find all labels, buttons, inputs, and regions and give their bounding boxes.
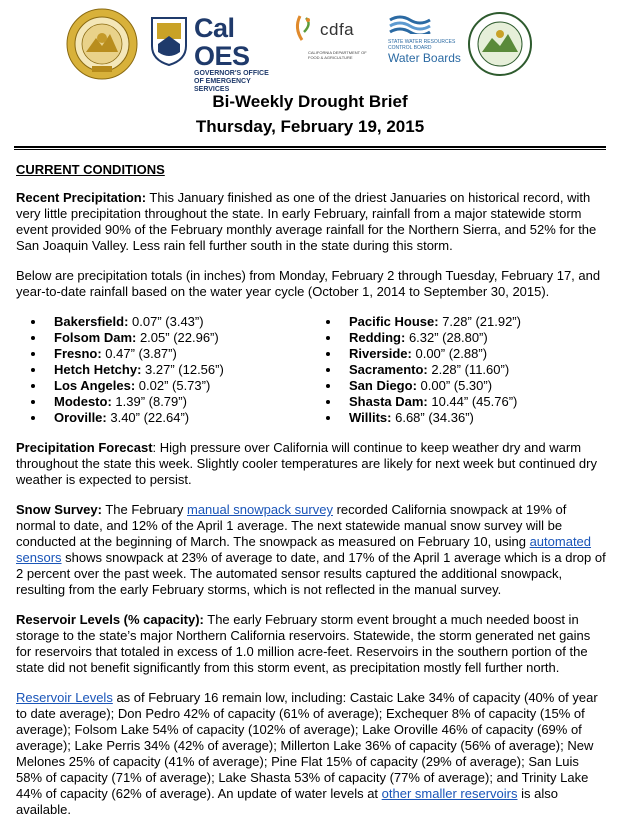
forecast-text: : High pressure over California will continue to keep weather dry and warm throughout the state this week. Slightly cooler temperatures are likely for next week but continued dry weather is expected to persist.	[16, 440, 597, 487]
station-name: Fresno:	[54, 346, 102, 361]
station-value: 6.68” (34.36”)	[391, 410, 474, 425]
reservoir-levels-link[interactable]: Reservoir Levels	[16, 690, 113, 705]
station-value: 2.05” (22.96”)	[136, 330, 219, 345]
reservoir-levels-paragraph	[16, 690, 606, 818]
cdfa-logo	[290, 14, 378, 70]
station-name: Shasta Dam:	[349, 394, 428, 409]
station-name: Oroville:	[54, 410, 107, 425]
snow-text-2: recorded California snowpack at 19% of normal to date, and 12% of the April 1 average. The next statewide manual snow survey will be conducted at the beginning of March. The snowpack as measured on February 10, using	[16, 502, 567, 549]
snow-survey-label: Snow Survey:	[16, 502, 102, 517]
recent-precipitation-paragraph	[16, 190, 606, 254]
station-name: Redding:	[349, 330, 406, 345]
station-bullets-left	[16, 314, 311, 426]
station-item	[46, 314, 311, 330]
brief-content	[16, 162, 606, 832]
station-name: Willits:	[349, 410, 392, 425]
station-item	[46, 410, 311, 426]
station-value: 0.00” (5.30”)	[416, 378, 493, 393]
station-name: Hetch Hetchy:	[54, 362, 142, 377]
snow-text-1: The February	[101, 502, 187, 517]
station-value: 0.00” (2.88”)	[411, 346, 488, 361]
california-agency-seal-icon	[468, 12, 532, 76]
cdfa-name: cdfa	[320, 20, 355, 39]
cal-oes-subtitle-1: GOVERNOR'S OFFICE	[194, 70, 269, 77]
cal-oes-name: Cal OES	[194, 13, 250, 71]
levels-text-1: as of February 16 remain low, including: Castaic Lake 34% of capacity (40% of year to date average); Don Pedro 42% of capacity (61% of average); Exchequer 8% of capacity (15% of average); Folsom Lake 54% of capacity (102% of average); Lake Oroville 46% of capacity (69% of average); Lake Perris 34% (42% of average); Millerton Lake 36% of capacity (56% of average); New Melones 25% of capacity (41% of average); Pine Flat 15% of capacity (29% of average); San Luis 58% of capacity (71% of average); Lake Shasta 53% of capacity (77% of average); and Trinity Lake 44% of capacity (62% of average). An update of water levels at	[16, 690, 598, 801]
reservoir-label: Reservoir Levels (% capacity):	[16, 612, 204, 627]
cal-oes-subtitle-2: OF EMERGENCY SERVICES	[194, 78, 251, 93]
station-item	[341, 394, 606, 410]
station-name: Folsom Dam:	[54, 330, 137, 345]
station-list-left	[16, 314, 311, 426]
station-name: Pacific House:	[349, 314, 439, 329]
levels-text-2: is also available.	[16, 786, 558, 817]
automated-sensors-link[interactable]: automated sensors	[16, 534, 592, 565]
station-item	[46, 346, 311, 362]
station-value: 7.28” (21.92”)	[438, 314, 521, 329]
station-item	[341, 362, 606, 378]
station-item	[46, 378, 311, 394]
cal-oes-logo	[194, 13, 286, 93]
recent-precipitation-label: Recent Precipitation:	[16, 190, 147, 205]
station-value: 3.40” (22.64”)	[106, 410, 190, 425]
forecast-label: Precipitation Forecast	[16, 440, 153, 455]
station-value: 2.28” (11.60”)	[427, 362, 510, 377]
cal-oes-shield-icon	[150, 16, 188, 66]
station-item	[341, 314, 606, 330]
station-list-right	[311, 314, 606, 426]
station-name: San Diego:	[349, 378, 417, 393]
station-name: Sacramento:	[349, 362, 428, 377]
reservoir-paragraph	[16, 612, 606, 676]
station-item	[46, 362, 311, 378]
water-boards-small-text: STATE WATER RESOURCES CONTROL BOARD	[388, 39, 456, 51]
snow-survey-paragraph	[16, 502, 606, 598]
manual-snowpack-survey-link[interactable]: manual snowpack survey	[187, 502, 333, 517]
station-item	[46, 394, 311, 410]
governor-seal-icon	[66, 8, 138, 80]
station-bullets-right	[311, 314, 606, 426]
logo-bar	[0, 0, 620, 93]
reservoir-text: The early February storm event brought a much needed boost in storage to the state’s major Northern California reservoirs. Statewide, the storm generated net gains for reservoirs that totaled in excess of 1.0 million acre-feet. Reservoirs in the southern portion of the state did not benefit significantly from this storm event, as precipitation mostly fell further north.	[16, 612, 591, 675]
station-name: Modesto:	[54, 394, 112, 409]
recent-precipitation-text: This January finished as one of the driest Januaries on historical record, with very little precipitation throughout the state. In early February, rainfall from a major statewide storm event provided 90% of the February monthly average rainfall for the Northern Sierra, and 52% for the San Joaquin Valley. Less rain fell further south in the state during this storm.	[16, 190, 597, 253]
station-lists	[16, 314, 606, 426]
divider-thin	[14, 149, 606, 150]
station-value: 6.32” (28.80”)	[405, 330, 488, 345]
station-name: Bakersfield:	[54, 314, 129, 329]
water-boards-waves-icon	[388, 14, 478, 34]
station-name: Los Angeles:	[54, 378, 136, 393]
page-title: Bi-Weekly Drought Brief	[212, 92, 408, 111]
station-item	[341, 410, 606, 426]
water-boards-name: Water Boards	[388, 51, 461, 65]
other-smaller-reservoirs-link[interactable]: other smaller reservoirs	[381, 786, 518, 801]
station-item	[341, 346, 606, 362]
station-value: 10.44” (45.76”)	[427, 394, 518, 409]
station-value: 1.39” (8.79”)	[111, 394, 187, 409]
precip-totals-intro: Below are precipitation totals (in inches) from Monday, February 2 through Tuesday, February 17, and year-to-date rainfall based on the water year cycle (October 1, 2014 to September 30, 2015).	[16, 268, 601, 299]
divider-thick	[14, 146, 606, 148]
station-value: 0.47” (3.87”)	[101, 346, 177, 361]
station-name: Riverside:	[349, 346, 412, 361]
station-value: 0.07” (3.43”)	[128, 314, 204, 329]
station-value: 3.27” (12.56”)	[141, 362, 224, 377]
snow-text-3: shows snowpack at 23% of average to date, and 17% of the April 1 average which is a drop of 2 percent over the past week. The automated sensor results captured the additional snowpack, resulting from the early February storms, which is not reflected in the manual survey.	[16, 550, 606, 597]
water-boards-logo	[388, 14, 478, 68]
section-heading: CURRENT CONDITIONS	[16, 162, 165, 177]
station-value: 0.02” (5.73”)	[135, 378, 211, 393]
station-item	[46, 330, 311, 346]
station-item	[341, 330, 606, 346]
cdfa-subtitle: CALIFORNIA DEPARTMENT OF FOOD & AGRICULTURE	[308, 50, 367, 60]
page-date: Thursday, February 19, 2015	[195, 117, 425, 136]
forecast-paragraph	[16, 440, 606, 488]
station-item	[341, 378, 606, 394]
